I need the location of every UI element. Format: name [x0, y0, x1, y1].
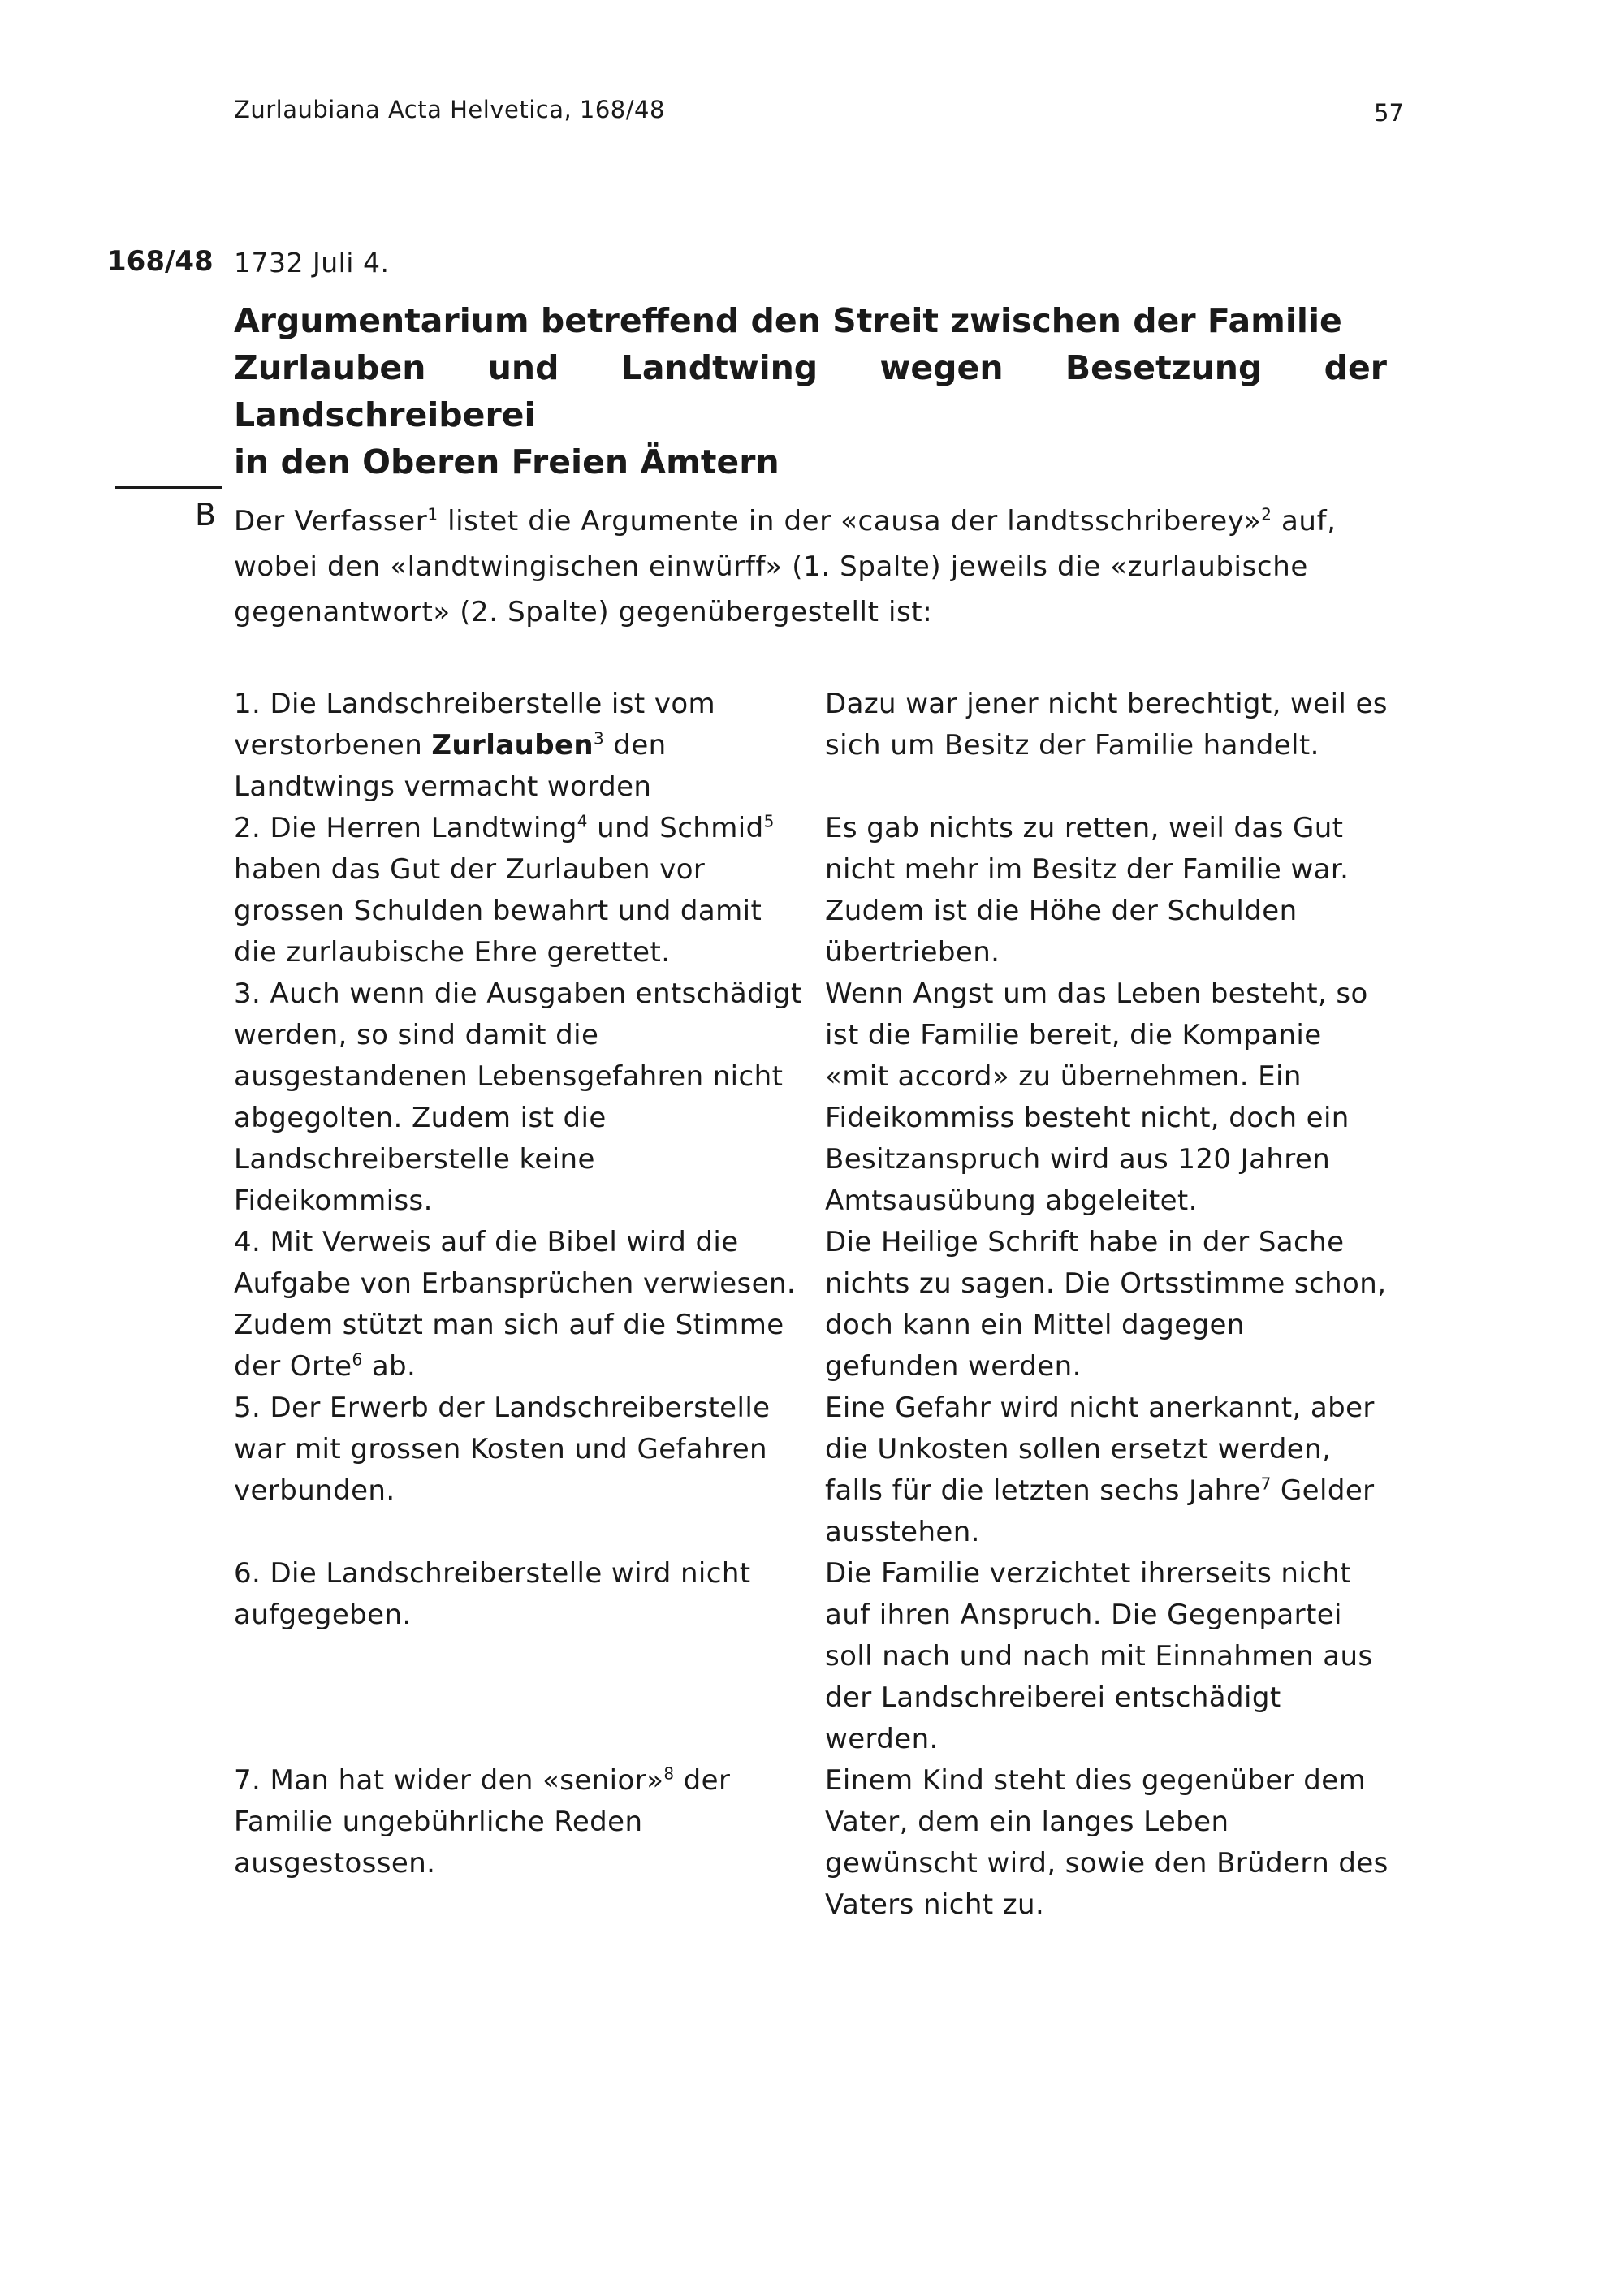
cell-line: 1. Die Landschreiberstelle ist vom — [234, 688, 716, 720]
landtwing-objection — [234, 1760, 825, 1926]
cell-line: nichts zu sagen. Die Ortsstimme schon, — [825, 1267, 1387, 1300]
zurlauben-reply — [825, 1553, 1403, 1760]
cell-text: verstorbenen — [234, 729, 432, 762]
landtwing-objection — [234, 1388, 825, 1553]
intro-text: gegenantwort» (2. Spalte) gegenübergestellt ist: — [234, 596, 933, 628]
argument-row — [234, 1553, 1403, 1760]
footnote-marker: 3 — [594, 728, 605, 749]
landtwing-objection — [234, 684, 825, 808]
cell-line: 5. Der Erwerb der Landschreiberstelle — [234, 1392, 771, 1424]
cell-text: den — [604, 729, 667, 762]
cell-line — [825, 1470, 1403, 1512]
cell-line: Amtsausübung abgeleitet. — [825, 1185, 1198, 1217]
cell-text: der — [674, 1764, 731, 1797]
cell-line: ist die Familie bereit, die Kompanie — [825, 1019, 1322, 1051]
argument-table — [234, 684, 1403, 1926]
footnote-marker: 5 — [763, 811, 775, 831]
cell-line: Fideikommiss. — [234, 1185, 433, 1217]
cell-line: werden. — [825, 1723, 939, 1755]
argument-row — [234, 684, 1403, 808]
cell-line: die zurlaubische Ehre gerettet. — [234, 936, 671, 969]
cell-line: haben das Gut der Zurlauben vor — [234, 853, 706, 886]
zurlauben-reply — [825, 808, 1403, 973]
cell-line: ausgestossen. — [234, 1847, 436, 1880]
argument-row — [234, 973, 1403, 1222]
cell-line — [234, 1346, 825, 1388]
cell-line: sich um Besitz der Familie handelt. — [825, 729, 1320, 762]
cell-line — [234, 725, 825, 766]
cell-line: Familie ungebührliche Reden — [234, 1806, 643, 1838]
cell-line: 4. Mit Verweis auf die Bibel wird die — [234, 1226, 739, 1258]
entry-title-line: Argumentarium betreffend den Streit zwischen der Familie — [234, 301, 1342, 340]
cell-text: falls für die letzten sechs Jahre — [825, 1474, 1261, 1507]
cell-line: Vaters nicht zu. — [825, 1888, 1045, 1921]
cell-line: die Unkosten sollen ersetzt werden, — [825, 1433, 1332, 1465]
cell-line: Eine Gefahr wird nicht anerkannt, aber — [825, 1392, 1375, 1424]
cell-line: der Landschreiberei entschädigt — [825, 1681, 1281, 1714]
landtwing-objection — [234, 1553, 825, 1760]
cell-line — [234, 808, 825, 849]
cell-line: ausstehen. — [825, 1516, 980, 1548]
landtwing-objection — [234, 973, 825, 1222]
entry-date: 1732 Juli 4. — [234, 247, 390, 278]
argument-row — [234, 808, 1403, 973]
entry-number: 168/48 — [107, 245, 214, 278]
footnote-marker: 1 — [427, 504, 438, 524]
cell-line: grossen Schulden bewahrt und damit — [234, 895, 762, 927]
cell-line: aufgegeben. — [234, 1599, 412, 1631]
cell-line: Landschreiberstelle keine — [234, 1143, 595, 1176]
cell-text: 2. Die Herren Landtwing — [234, 812, 577, 844]
intro-text: listet die Argumente in der «causa der landtsschriberey» — [438, 505, 1262, 537]
zurlauben-reply — [825, 1760, 1403, 1926]
cell-line: Einem Kind steht dies gegenüber dem — [825, 1764, 1367, 1797]
zurlauben-reply — [825, 1222, 1403, 1388]
entry-title — [234, 297, 1387, 486]
footnote-marker: 4 — [577, 811, 588, 831]
person-name: Zurlauben — [431, 729, 594, 762]
cell-text: Gelder — [1271, 1474, 1375, 1507]
cell-text: ab. — [362, 1350, 417, 1383]
argument-row — [234, 1388, 1403, 1553]
cell-line: verbunden. — [234, 1474, 395, 1507]
argument-row — [234, 1760, 1403, 1926]
cell-line: Landtwings vermacht worden — [234, 770, 652, 803]
cell-line: übertrieben. — [825, 936, 1000, 969]
entry-title-line: Zurlauben und Landtwing wegen Besetzung der Landschreiberei — [234, 348, 1387, 434]
margin-rule — [115, 486, 222, 489]
footnote-marker: 6 — [352, 1349, 363, 1370]
zurlauben-reply — [825, 684, 1403, 808]
intro-text: wobei den «landtwingischen einwürff» (1. Spalte) jeweils die «zurlaubische — [234, 550, 1308, 583]
cell-line: Die Heilige Schrift habe in der Sache — [825, 1226, 1345, 1258]
cell-text: der Orte — [234, 1350, 352, 1383]
cell-line: Wenn Angst um das Leben besteht, so — [825, 978, 1368, 1010]
argument-row — [234, 1222, 1403, 1388]
cell-text: und Schmid — [587, 812, 764, 844]
cell-line: Dazu war jener nicht berechtigt, weil es — [825, 688, 1388, 720]
cell-line: «mit accord» zu übernehmen. Ein — [825, 1060, 1302, 1093]
cell-line: 3. Auch wenn die Ausgaben entschädigt — [234, 978, 802, 1010]
cell-line: gefunden werden. — [825, 1350, 1082, 1383]
intro-paragraph — [234, 498, 1387, 635]
cell-line: Die Familie verzichtet ihrerseits nicht — [825, 1557, 1351, 1590]
cell-line: auf ihren Anspruch. Die Gegenpartei — [825, 1599, 1342, 1631]
running-head: Zurlaubiana Acta Helvetica, 168/48 — [234, 96, 665, 123]
margin-letter: B — [195, 497, 217, 533]
cell-line: soll nach und nach mit Einnahmen aus — [825, 1640, 1373, 1672]
zurlauben-reply — [825, 1388, 1403, 1553]
cell-line: ausgestandenen Lebensgefahren nicht — [234, 1060, 784, 1093]
cell-line: Zudem ist die Höhe der Schulden — [825, 895, 1298, 927]
landtwing-objection — [234, 808, 825, 973]
cell-line: 6. Die Landschreiberstelle wird nicht — [234, 1557, 751, 1590]
cell-line: Zudem stützt man sich auf die Stimme — [234, 1309, 784, 1341]
cell-line: doch kann ein Mittel dagegen — [825, 1309, 1245, 1341]
cell-line: war mit grossen Kosten und Gefahren — [234, 1433, 767, 1465]
cell-line: Es gab nichts zu retten, weil das Gut — [825, 812, 1344, 844]
cell-line: Vater, dem ein langes Leben — [825, 1806, 1229, 1838]
cell-line: abgegolten. Zudem ist die — [234, 1102, 607, 1134]
cell-line: gewünscht wird, sowie den Brüdern des — [825, 1847, 1389, 1880]
footnote-marker: 8 — [663, 1763, 675, 1784]
cell-line: nicht mehr im Besitz der Familie war. — [825, 853, 1350, 886]
cell-line: Aufgabe von Erbansprüchen verwiesen. — [234, 1267, 797, 1300]
intro-text: Der Verfasser — [234, 505, 428, 537]
cell-text: 7. Man hat wider den «senior» — [234, 1764, 664, 1797]
zurlauben-reply — [825, 973, 1403, 1222]
page-number: 57 — [1374, 99, 1404, 127]
cell-line: Fideikommiss besteht nicht, doch ein — [825, 1102, 1350, 1134]
cell-line: Besitzanspruch wird aus 120 Jahren — [825, 1143, 1331, 1176]
footnote-marker: 2 — [1261, 504, 1272, 524]
footnote-marker: 7 — [1260, 1474, 1272, 1494]
entry-title-line: in den Oberen Freien Ämtern — [234, 442, 780, 481]
cell-line: werden, so sind damit die — [234, 1019, 599, 1051]
cell-line — [234, 1760, 825, 1802]
intro-text: auf, — [1272, 505, 1337, 537]
landtwing-objection — [234, 1222, 825, 1388]
